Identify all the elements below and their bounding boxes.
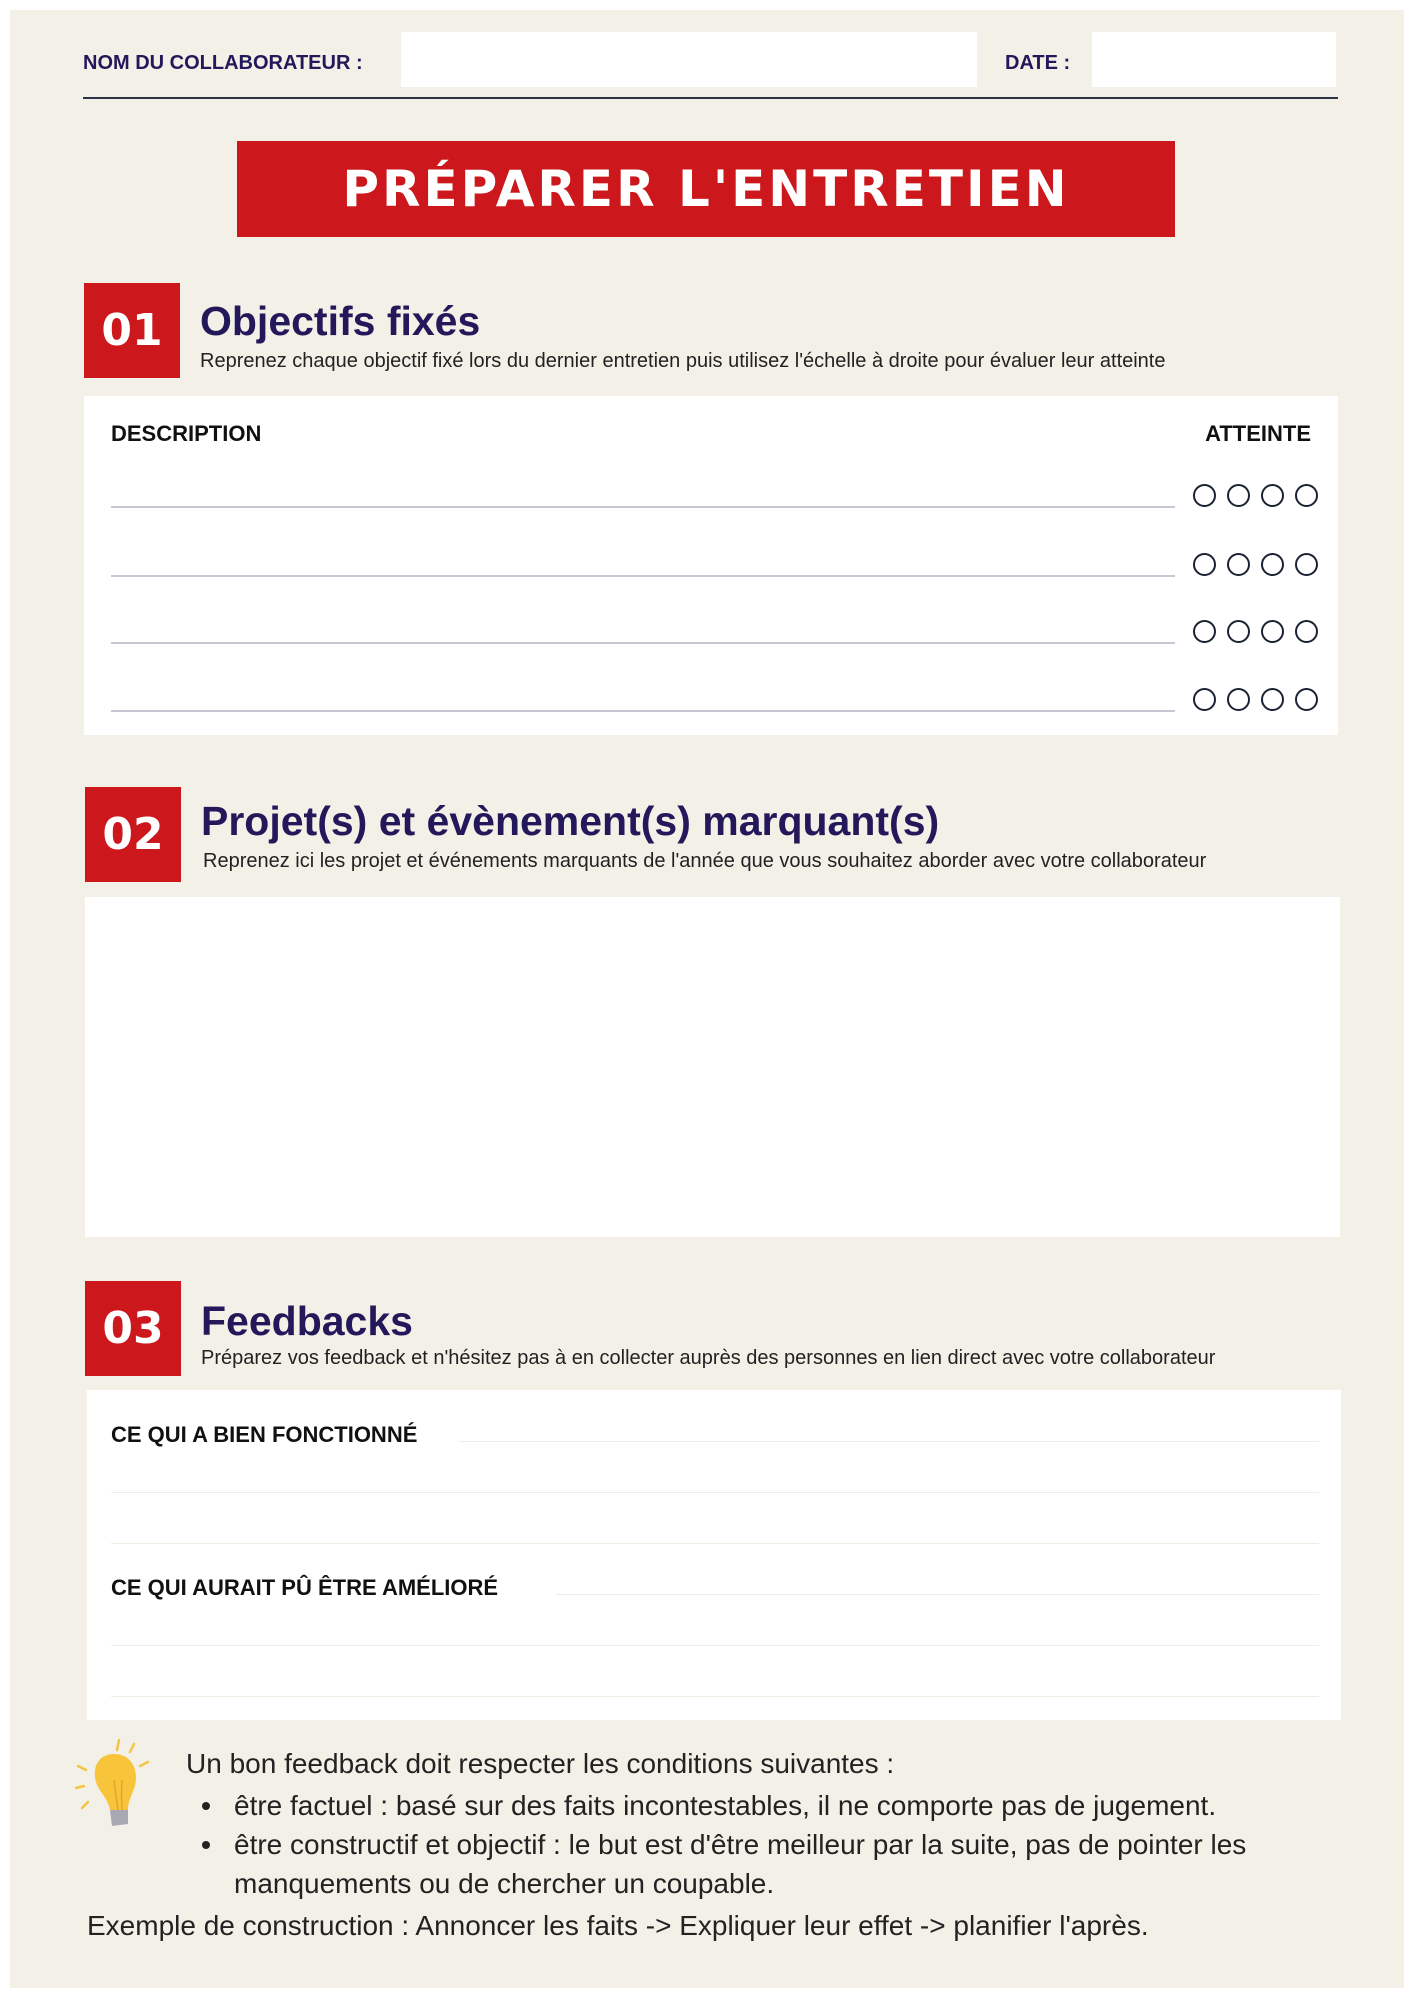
objective-description-line[interactable] [111, 506, 1175, 508]
section-2-number: 02 [85, 787, 181, 882]
section-2-subtitle: Reprenez ici les projet et événements marquants de l'année que vous souhaitez aborder avec votre collaborateur [203, 850, 1207, 872]
improvement-feedback-line-2[interactable] [111, 1645, 1319, 1646]
improvement-feedback-line-3[interactable] [111, 1696, 1319, 1697]
atteinte-rating [1193, 688, 1318, 711]
section-1-subtitle: Reprenez chaque objectif fixé lors du dernier entretien puis utilisez l'échelle à droite pour évaluer leur atteinte [200, 350, 1166, 372]
feedback-card [87, 1390, 1341, 1720]
objective-description-line[interactable] [111, 710, 1175, 712]
section-3-subtitle: Préparez vos feedback et n'hésitez pas à en collecter auprès des personnes en lien direct avec votre collaborateur [201, 1347, 1216, 1369]
positive-feedback-line-2[interactable] [111, 1492, 1319, 1493]
section-1-title: Objectifs fixés [200, 298, 481, 344]
objective-description-line[interactable] [111, 575, 1175, 577]
page-title: PRÉPARER L'ENTRETIEN [237, 141, 1175, 237]
tips-intro: Un bon feedback doit respecter les conditions suivantes : [186, 1748, 895, 1779]
tips-list [186, 1786, 1336, 1903]
improvement-feedback-line-1[interactable] [556, 1594, 1319, 1595]
date-input[interactable] [1092, 32, 1336, 87]
lightbulb-icon [74, 1736, 164, 1832]
improvement-feedback-label: CE QUI AURAIT PÛ ÊTRE AMÉLIORÉ [111, 1575, 499, 1600]
objective-description-line[interactable] [111, 642, 1175, 644]
header-divider [83, 97, 1338, 99]
positive-feedback-label: CE QUI A BIEN FONCTIONNÉ [111, 1422, 418, 1447]
tip-item: être constructif et objectif : le but est d'être meilleur par la suite, pas de pointer les manquements ou de chercher un coupable. [186, 1825, 1336, 1903]
section-3-number: 03 [85, 1281, 181, 1376]
section-3-title: Feedbacks [201, 1298, 413, 1344]
atteinte-rating [1193, 484, 1318, 507]
rating-radio[interactable] [1261, 553, 1284, 576]
rating-radio[interactable] [1193, 688, 1216, 711]
rating-radio[interactable] [1193, 553, 1216, 576]
tip-item: être factuel : basé sur des faits incontestables, il ne comporte pas de jugement. [186, 1786, 1336, 1825]
collaborator-name-label: NOM DU COLLABORATEUR : [83, 52, 363, 74]
rating-radio[interactable] [1227, 484, 1250, 507]
collaborator-name-input[interactable] [401, 32, 977, 87]
rating-radio[interactable] [1261, 688, 1284, 711]
rating-radio[interactable] [1193, 620, 1216, 643]
rating-radio[interactable] [1227, 688, 1250, 711]
positive-feedback-line-3[interactable] [111, 1543, 1319, 1544]
rating-radio[interactable] [1261, 620, 1284, 643]
atteinte-rating [1193, 553, 1318, 576]
objectives-card [84, 396, 1338, 735]
rating-radio[interactable] [1295, 484, 1318, 507]
projects-textarea[interactable] [85, 897, 1340, 1237]
rating-radio[interactable] [1193, 484, 1216, 507]
rating-radio[interactable] [1295, 620, 1318, 643]
rating-radio[interactable] [1261, 484, 1284, 507]
section-1-number: 01 [84, 283, 180, 378]
date-label: DATE : [1005, 52, 1071, 74]
rating-radio[interactable] [1295, 553, 1318, 576]
tips-example: Exemple de construction : Annoncer les faits -> Expliquer leur effet -> planifier l'après. [87, 1910, 1149, 1941]
rating-radio[interactable] [1227, 553, 1250, 576]
description-column-header: DESCRIPTION [111, 421, 262, 446]
atteinte-rating [1193, 620, 1318, 643]
rating-radio[interactable] [1227, 620, 1250, 643]
section-2-title: Projet(s) et évènement(s) marquant(s) [201, 798, 940, 844]
rating-radio[interactable] [1295, 688, 1318, 711]
positive-feedback-line-1[interactable] [459, 1441, 1319, 1442]
atteinte-column-header: ATTEINTE [1205, 421, 1311, 446]
